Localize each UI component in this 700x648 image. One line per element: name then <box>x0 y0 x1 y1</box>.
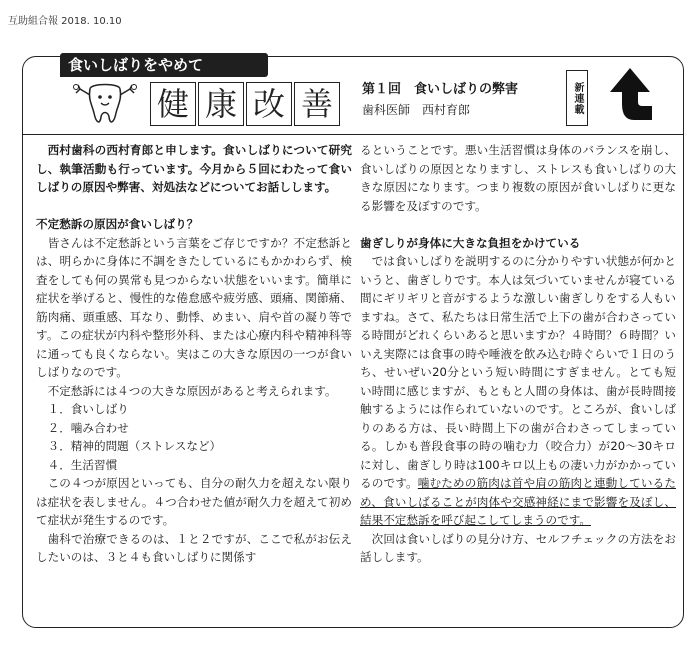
paragraph: 不定愁訴には４つの大きな原因があると考えられます。 <box>47 383 337 398</box>
title-char: 改 <box>246 82 292 126</box>
issue-title: 第１回 食いしばりの弊害 <box>362 82 519 97</box>
paragraph: るということです。悪い生活習慣は身体のバランスを崩し、食いしばりの原因となりますし、ストレスも食いしばりの大きな原因になります。つまり複数の原因が食いしばりに更なる影響を及ぼすのです。 <box>360 143 676 213</box>
author-line: 歯科医師 西村育郎 <box>362 103 471 117</box>
newsletter-header: 互助組合報 2018. 10.10 <box>8 16 122 27</box>
paragraph: この４つが原因といっても、自分の耐久力を超えない限りは症状を表しません。４つ合わせた値が耐久力を超えて初めて症状が発生するのです。 <box>36 476 352 527</box>
right-column <box>360 141 676 567</box>
title-char: 康 <box>198 82 244 126</box>
section-heading: 歯ぎしりが身体に大きな負担をかけている <box>360 235 581 250</box>
paragraph <box>360 252 676 530</box>
underlined-text: 噛むための筋肉は首や肩の筋肉と連動しているため、食いしばることが肉体や交感神経にまで影響を及ぼし、結果不定愁訴を呼び起こしてしまうのです。 <box>360 476 676 527</box>
list-item: ４．生活習慣 <box>47 457 118 472</box>
list-item: １．食いしばり <box>47 402 129 416</box>
paragraph: 歯科で治療できるのは、１と２ですが、ここで私がお伝えしたいのは、３と４も食いしばりに関係す <box>36 531 352 564</box>
paragraph: 次回は食いしばりの見分け方、セルフチェックの方法をお話しします。 <box>360 531 676 564</box>
title-char: 善 <box>294 82 340 126</box>
paragraph-text: では食いしばりを説明するのに分かりやすい状態が何かというと、歯ぎしりです。本人は気づいていませんが寝ている間にギリギリと音がするような激しい歯ぎしりをする人もいますね。さて、私たちは日常生活で上下の歯が合わさっている時間がどれくらいあると思いますか？４時間？６時間？いいえ実際には食事の時や唾液を飲み込む時ぐらいで１日のうち、せいぜい20分という短い時間にすぎません。とても短い時間に感じますが、もともと人間の身体は、歯が長時間接触するようには作られていないのです。ところが、食いしばりのある方は、長い時間上下の歯が合わさってしまっている。しかも普段食事の時の噛む力（咬合力）が20〜30キロに対し、歯ぎしり時は100キロ以上もの凄い力がかかっているのです。 <box>360 254 676 490</box>
series-title: 食いしばりをやめて <box>60 53 268 77</box>
title-char: 健 <box>150 82 196 126</box>
list-item: ２．噛み合わせ <box>47 420 129 435</box>
tooth-mascot-icon <box>70 83 140 129</box>
column-title <box>150 82 340 126</box>
section-heading: 不定愁訴の原因が食いしばり？ <box>36 217 199 231</box>
lead-paragraph: 西村歯科の西村育郎と申します。食いしばりについて研究し、執筆活動も行っています。今月から５回にわたって食いしばりの原因や弊害、対処法などについてお話しします。 <box>36 143 352 194</box>
arrow-up-icon <box>594 64 656 126</box>
new-series-badge: 新連載 <box>566 70 588 126</box>
banner-divider <box>22 134 684 135</box>
left-column <box>36 141 352 567</box>
paragraph: 皆さんは不定愁訴という言葉をご存じですか？不定愁訴とは、明らかに身体に不調をきたしているにもかかわらず、検査をしても何の異常も見つからない状態をいいます。簡単に症状を挙げると、慢性的な倦怠感や疲労感、頭痛、関節痛、筋肉痛、頭重感、耳なり、動悸、めまい、肩や首の凝り等です。この症状が内科や整形外科、または心療内科や精神科等に通っても良くならない。実はこの大きな原因の一つが食いしばりなのです。 <box>36 235 352 379</box>
list-item: ３．精神的問題（ストレスなど） <box>47 439 222 453</box>
